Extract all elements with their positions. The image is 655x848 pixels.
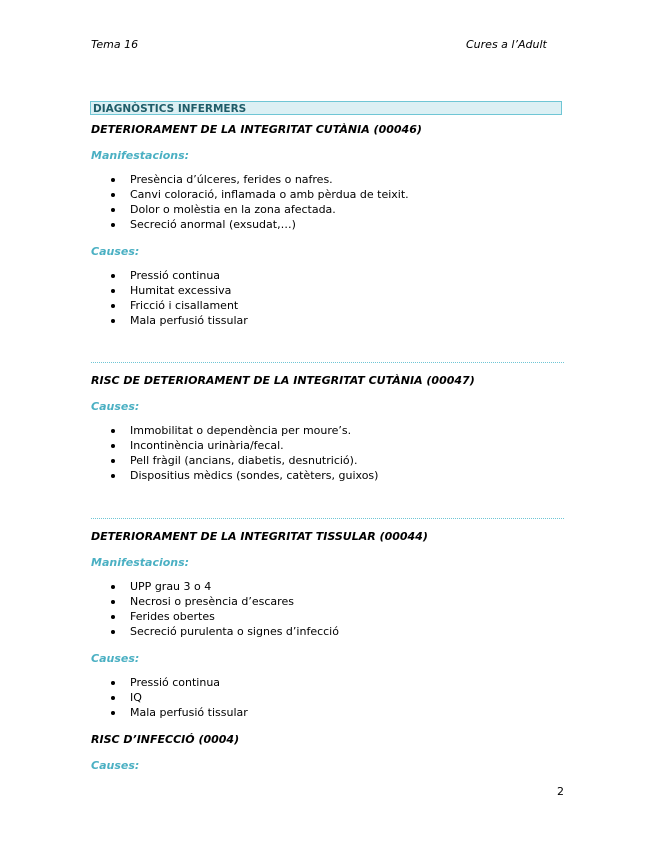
- list-item: Humitat excessiva: [108, 283, 248, 298]
- list-item: Pressió continua: [108, 268, 248, 283]
- section-banner: DIAGNÒSTICS INFERMERS: [90, 101, 562, 115]
- list-item: UPP grau 3 o 4: [108, 579, 339, 594]
- list-item: Mala perfusió tissular: [108, 313, 248, 328]
- header-right: Cures a l’Adult: [466, 38, 547, 51]
- section3-causes-label: Causes:: [91, 652, 140, 665]
- section2-title: RISC DE DETERIORAMENT DE LA INTEGRITAT CUTÀNIA (00047): [91, 374, 475, 387]
- list-item: Canvi coloració, inflamada o amb pèrdua de teixit.: [108, 187, 409, 202]
- section3-causes-list: [108, 675, 248, 720]
- list-item: Pressió continua: [108, 675, 248, 690]
- list-item: Secreció anormal (exsudat,…): [108, 217, 409, 232]
- list-item: Dispositius mèdics (sondes, catèters, guixos): [108, 468, 378, 483]
- section2-causes-label: Causes:: [91, 400, 140, 413]
- section-divider: [91, 518, 564, 519]
- list-item: Mala perfusió tissular: [108, 705, 248, 720]
- list-item: Secreció purulenta o signes d’infecció: [108, 624, 339, 639]
- section3-manifestacions-label: Manifestacions:: [91, 556, 190, 569]
- section3-title: DETERIORAMENT DE LA INTEGRITAT TISSULAR (00044): [91, 530, 428, 543]
- section4-title: RISC D’INFECCIÓ (0004): [91, 733, 240, 746]
- list-item: Immobilitat o dependència per moure’s.: [108, 423, 378, 438]
- section4-causes-label: Causes:: [91, 759, 140, 772]
- list-item: IQ: [108, 690, 248, 705]
- section1-causes-list: [108, 268, 248, 328]
- list-item: Presència d’úlceres, ferides o nafres.: [108, 172, 409, 187]
- section1-causes-label: Causes:: [91, 245, 140, 258]
- page-number: 2: [557, 785, 564, 798]
- list-item: Pell fràgil (ancians, diabetis, desnutrició).: [108, 453, 378, 468]
- section1-manifestacions-label: Manifestacions:: [91, 149, 190, 162]
- list-item: Incontinència urinària/fecal.: [108, 438, 378, 453]
- list-item: Fricció i cisallament: [108, 298, 248, 313]
- section3-manifestacions-list: [108, 579, 339, 639]
- list-item: Dolor o molèstia en la zona afectada.: [108, 202, 409, 217]
- header-left: Tema 16: [91, 38, 139, 51]
- section2-causes-list: [108, 423, 378, 483]
- list-item: Ferides obertes: [108, 609, 339, 624]
- section-divider: [91, 362, 564, 363]
- list-item: Necrosi o presència d’escares: [108, 594, 339, 609]
- section1-manifestacions-list: [108, 172, 409, 232]
- section1-title: DETERIORAMENT DE LA INTEGRITAT CUTÀNIA (00046): [91, 123, 422, 136]
